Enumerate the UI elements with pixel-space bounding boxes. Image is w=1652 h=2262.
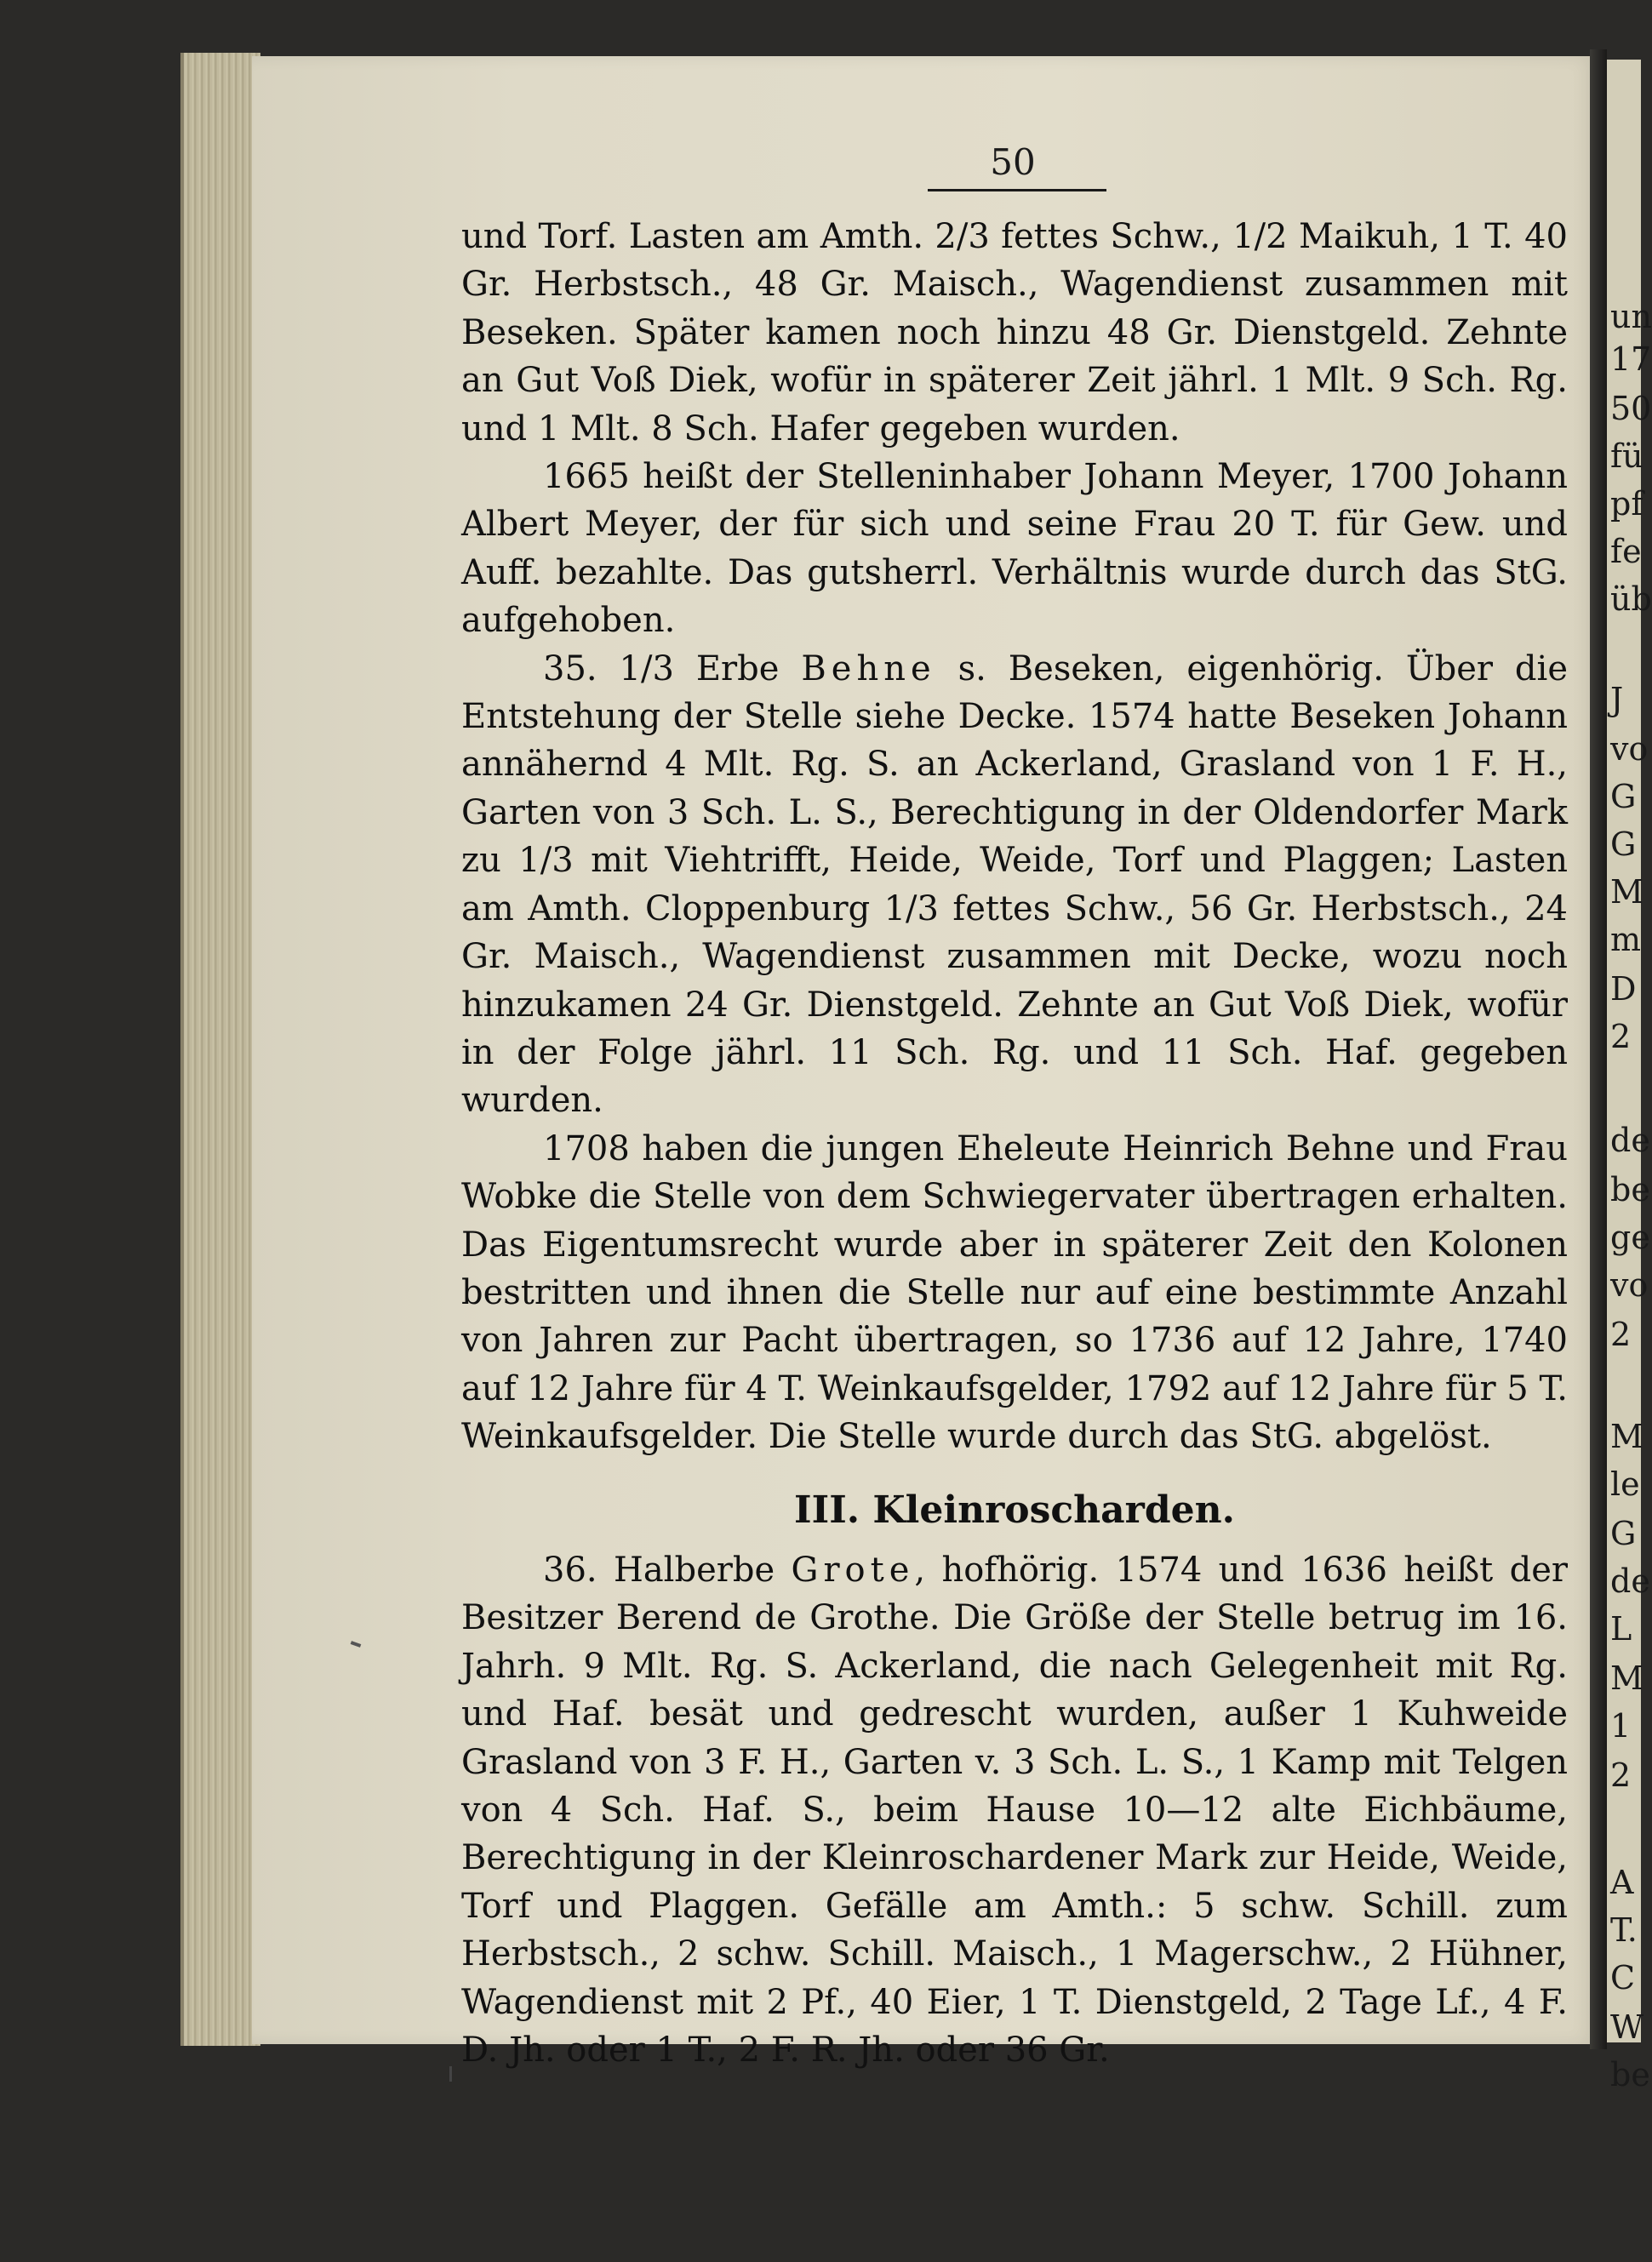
adjacent-page-text: 2 xyxy=(1610,1756,1632,1794)
adjacent-page-text: be xyxy=(1610,1171,1650,1208)
adjacent-page-text: 17 xyxy=(1610,340,1652,378)
adjacent-page-text: C xyxy=(1610,1959,1636,1996)
entry-name: Grote xyxy=(791,1550,915,1590)
adjacent-page-text: be xyxy=(1610,2056,1650,2093)
adjacent-page-text: un xyxy=(1610,298,1652,335)
adjacent-page-text: 2 xyxy=(1610,1018,1632,1055)
pencil-mark xyxy=(449,2066,452,2082)
entry-number: 36. Halberbe xyxy=(543,1550,792,1590)
paragraph: 1665 heißt der Stelleninhaber Johann Meyer, 1700 Johann Albert Meyer, der für sich und seine Frau 20 T. für Gew. und Auff. bezahlte. Das gutsherrl. Verhältnis wurde durch das StG. aufgehoben. xyxy=(461,457,1568,641)
adjacent-page-text: de xyxy=(1610,1122,1650,1159)
adjacent-page-text: A xyxy=(1610,1864,1634,1901)
adjacent-page-text: fe xyxy=(1610,533,1642,570)
paragraph xyxy=(461,1546,1568,2074)
adjacent-page-text: W xyxy=(1610,2008,1644,2046)
adjacent-page-text: G xyxy=(1610,1515,1637,1552)
adjacent-page-text: 2 xyxy=(1610,1316,1632,1353)
entry-text: s. Beseken, eigenhörig. Über die Entstehung der Stelle siehe Decke. 1574 hatte Beseken Johann annähernd 4 Mlt. Rg. S. an Ackerland, Grasland von 1 F. H., Garten von 3 Sch. L. S., Berechtigung in der Oldendorfer Mark zu 1/3 mit Viehtrifft, Heide, Weide, Torf und Plaggen; Lasten am Amth. Cloppenburg 1/3 fettes Schw., 56 Gr. Herbstsch., 24 Gr. Maisch., Wagendienst zusammen mit Decke, wozu noch hinzukamen 24 Gr. Dienstgeld. Zehnte an Gut Voß Diek, wofür in der Folge jährl. 11 Sch. Rg. und 11 Sch. Haf. gegeben wurden. xyxy=(461,648,1569,1121)
adjacent-page-fragment xyxy=(1607,60,1652,2093)
page-number: 50 xyxy=(990,141,1036,183)
adjacent-page-text: le xyxy=(1610,1465,1640,1503)
entry-number: 35. 1/3 Erbe xyxy=(543,648,802,688)
paragraph: 1708 haben die jungen Eheleute Heinrich Behne und Frau Wobke die Stelle von dem Schwiegervater übertragen erhalten. Das Eigentumsrecht wurde aber in späterer Zeit den Kolonen bestritten und ihnen die Stelle nur auf eine bestimmte Anzahl von Jahren zur Pacht übertragen, so 1736 auf 12 Jahre, 1740 auf 12 Jahre für 4 T. Weinkaufsgelder, 1792 auf 12 Jahre für 5 T. Weinkaufsgelder. Die Stelle wurde durch das StG. abgelöst. xyxy=(461,1128,1568,1457)
adjacent-page-text: M xyxy=(1610,1418,1643,1455)
entry-text: , hofhörig. 1574 und 1636 heißt der Besitzer Berend de Grothe. Die Größe der Stelle betrug im 16. Jahrh. 9 Mlt. Rg. S. Ackerland, die nach Gelegenheit mit Rg. und Haf. besät und gedrescht wurden, außer 1 Kuhweide Grasland von 3 F. H., Garten v. 3 Sch. L. S., 1 Kamp mit Telgen von 4 Sch. Haf. S., beim Hause 10—12 alte Eichbäume, Berechtigung in der Kleinroschardener Mark zur Heide, Weide, Torf und Plaggen. Gefälle am Amth.: 5 schw. Schill. zum Herbstsch., 2 schw. Schill. Maisch., 1 Magerschw., 2 Hühner, Wagendienst mit 2 Pf., 40 Eier, 1 T. Dienstgeld, 2 Tage Lf., 4 F. D. Jh. oder 1 T., 2 F. R. Jh. oder 36 Gr. xyxy=(461,1550,1568,2071)
adjacent-page-text: vo xyxy=(1610,1266,1649,1304)
entry-name: Behne xyxy=(801,648,936,688)
adjacent-page-text: J xyxy=(1610,681,1624,718)
adjacent-page-text: M xyxy=(1610,1659,1643,1697)
paragraph: und Torf. Lasten am Amth. 2/3 fettes Schw., 1/2 Maikuh, 1 T. 40 Gr. Herbstsch., 48 Gr. Maisch., Wagendienst zusammen mit Beseken. Später kamen noch hinzu 48 Gr. Dienstgeld. Zehnte an Gut Voß Diek, wofür in späterer Zeit jährl. 1 Mlt. 9 Sch. Rg. und 1 Mlt. 8 Sch. Hafer gegeben wurden. xyxy=(461,217,1568,448)
adjacent-page-text: L xyxy=(1610,1610,1632,1648)
adjacent-page-text: üb xyxy=(1610,580,1652,618)
adjacent-page-text: fü xyxy=(1610,437,1643,475)
adjacent-page-text: G xyxy=(1610,778,1637,815)
adjacent-page-text: T. xyxy=(1610,1911,1638,1949)
adjacent-page-text: D xyxy=(1610,970,1637,1008)
adjacent-page-text: pf xyxy=(1610,485,1643,523)
adjacent-page-text: m xyxy=(1610,921,1642,958)
page-text xyxy=(461,213,1568,2074)
adjacent-page-text: M xyxy=(1610,873,1643,911)
adjacent-page-text: ge xyxy=(1610,1219,1650,1256)
paragraph xyxy=(461,645,1568,1125)
adjacent-page-text: 1 xyxy=(1610,1707,1632,1745)
adjacent-page-text: 50 xyxy=(1610,390,1652,427)
adjacent-page-text: de xyxy=(1610,1562,1650,1600)
adjacent-page-text: vo xyxy=(1610,730,1649,768)
book-gutter xyxy=(1590,49,1607,2049)
adjacent-page-text: G xyxy=(1610,825,1637,863)
section-heading: III. Kleinroscharden. xyxy=(794,1488,1235,1532)
header-rule xyxy=(928,189,1106,191)
book-page-edges xyxy=(180,53,260,2046)
